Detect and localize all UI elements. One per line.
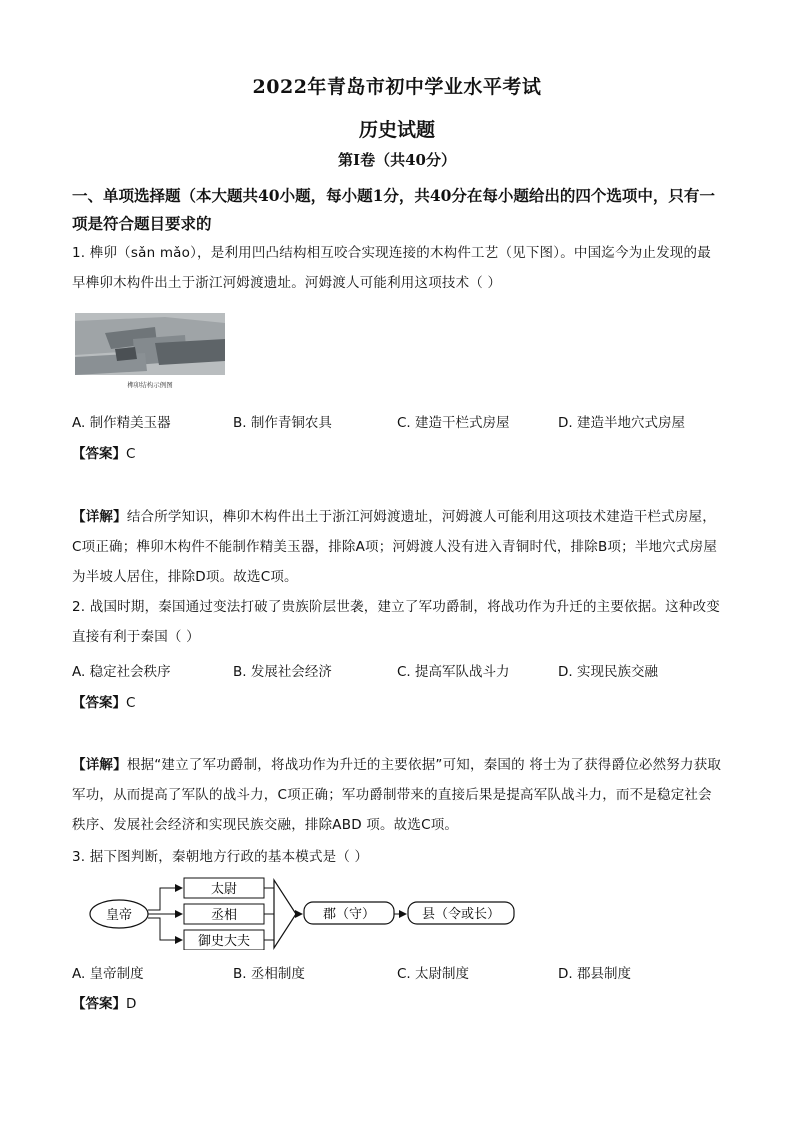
answer-value: C [126, 695, 136, 711]
question-1-stem: 1. 榫卯（sǎn mǎo），是利用凹凸结构相互咬合实现连接的木构件工艺（见下图）。中国迄今为止发现的最早榫卯木构件出土于浙江河姆渡遗址。河姆渡人可能利用这项技术（ ） [72, 245, 711, 291]
answer-label: 【答案】 [72, 996, 126, 1012]
option-d[interactable]: D. 郡县制度 [558, 966, 631, 982]
image-caption: 榫卯结构示例图 [127, 381, 173, 389]
option-a[interactable]: A. 皇帝制度 [72, 966, 144, 982]
exam-title: 2022年青岛市初中学业水平考试 [252, 76, 542, 98]
option-c[interactable]: C. 太尉制度 [397, 966, 470, 982]
commandery-label: 郡（守） [322, 907, 376, 922]
option-c[interactable]: C. 提高军队战斗力 [397, 664, 510, 680]
answer-value: C [126, 446, 136, 462]
qin-administration-diagram [88, 874, 528, 950]
mortise-tenon-image [75, 313, 225, 395]
option-a[interactable]: A. 制作精美玉器 [72, 415, 171, 431]
official-label: 御史大夫 [197, 934, 251, 949]
answer-value: D [126, 996, 137, 1012]
official-label: 丞相 [210, 908, 238, 923]
option-b[interactable]: B. 发展社会经济 [233, 664, 332, 680]
emperor-label: 皇帝 [105, 908, 133, 923]
option-a[interactable]: A. 稳定社会秩序 [72, 664, 171, 680]
detail-label: 【详解】 [72, 757, 127, 773]
question-2-options [72, 660, 732, 684]
option-b[interactable]: B. 丞相制度 [233, 966, 305, 982]
answer-label: 【答案】 [72, 446, 126, 462]
question-1-detail [72, 502, 724, 592]
question-1-options [72, 411, 732, 435]
detail-text: 结合所学知识，榫卯木构件出土于浙江河姆渡遗址，河姆渡人可能利用这项技术建造干栏式房屋，C项正确；榫卯木构件不能制作精美玉器，排除A项；河姆渡人没有进入青铜时代，排除B项；半地穴式房屋为半坡人居住，排除D项。故选C项。 [72, 509, 718, 585]
detail-label: 【详解】 [72, 509, 127, 525]
option-c[interactable]: C. 建造干栏式房屋 [397, 415, 510, 431]
subject-title: 历史试题 [358, 119, 435, 141]
option-b[interactable]: B. 制作青铜农具 [233, 415, 332, 431]
question-1-answer [72, 442, 135, 462]
county-label: 县（令或长） [421, 907, 501, 922]
question-3-answer [72, 992, 136, 1012]
question-2-answer [72, 691, 135, 711]
option-d[interactable]: D. 实现民族交融 [558, 664, 658, 680]
merge-triangle [274, 880, 296, 948]
question-2-detail [72, 750, 724, 840]
section-heading: 一、单项选择题（本大题共40小题，每小题1分，共40分在每小题给出的四个选项中，只有一项是符合题目要求的 [72, 186, 715, 233]
question-3-stem: 3. 据下图判断，秦朝地方行政的基本模式是（ ） [72, 849, 369, 865]
official-label: 太尉 [210, 882, 238, 897]
part-title: 第Ⅰ卷（共40分） [338, 151, 456, 169]
detail-text: 根据“建立了军功爵制，将战功作为升迁的主要依据”可知，秦国的 将士为了获得爵位必然努力获取军功，从而提高了军队的战斗力，C项正确；军功爵制带来的直接后果是提高军队战斗力，而不是稳定社会秩序、发展社会经济和实现民族交融，排除ABD 项。故选C项。 [72, 757, 722, 833]
question-2-stem: 2. 战国时期，秦国通过变法打破了贵族阶层世袭，建立了军功爵制，将战功作为升迁的主要依据。这种改变直接有利于秦国（ ） [72, 599, 720, 645]
answer-label: 【答案】 [72, 695, 126, 711]
question-3-options [72, 962, 732, 986]
option-d[interactable]: D. 建造半地穴式房屋 [558, 415, 685, 431]
